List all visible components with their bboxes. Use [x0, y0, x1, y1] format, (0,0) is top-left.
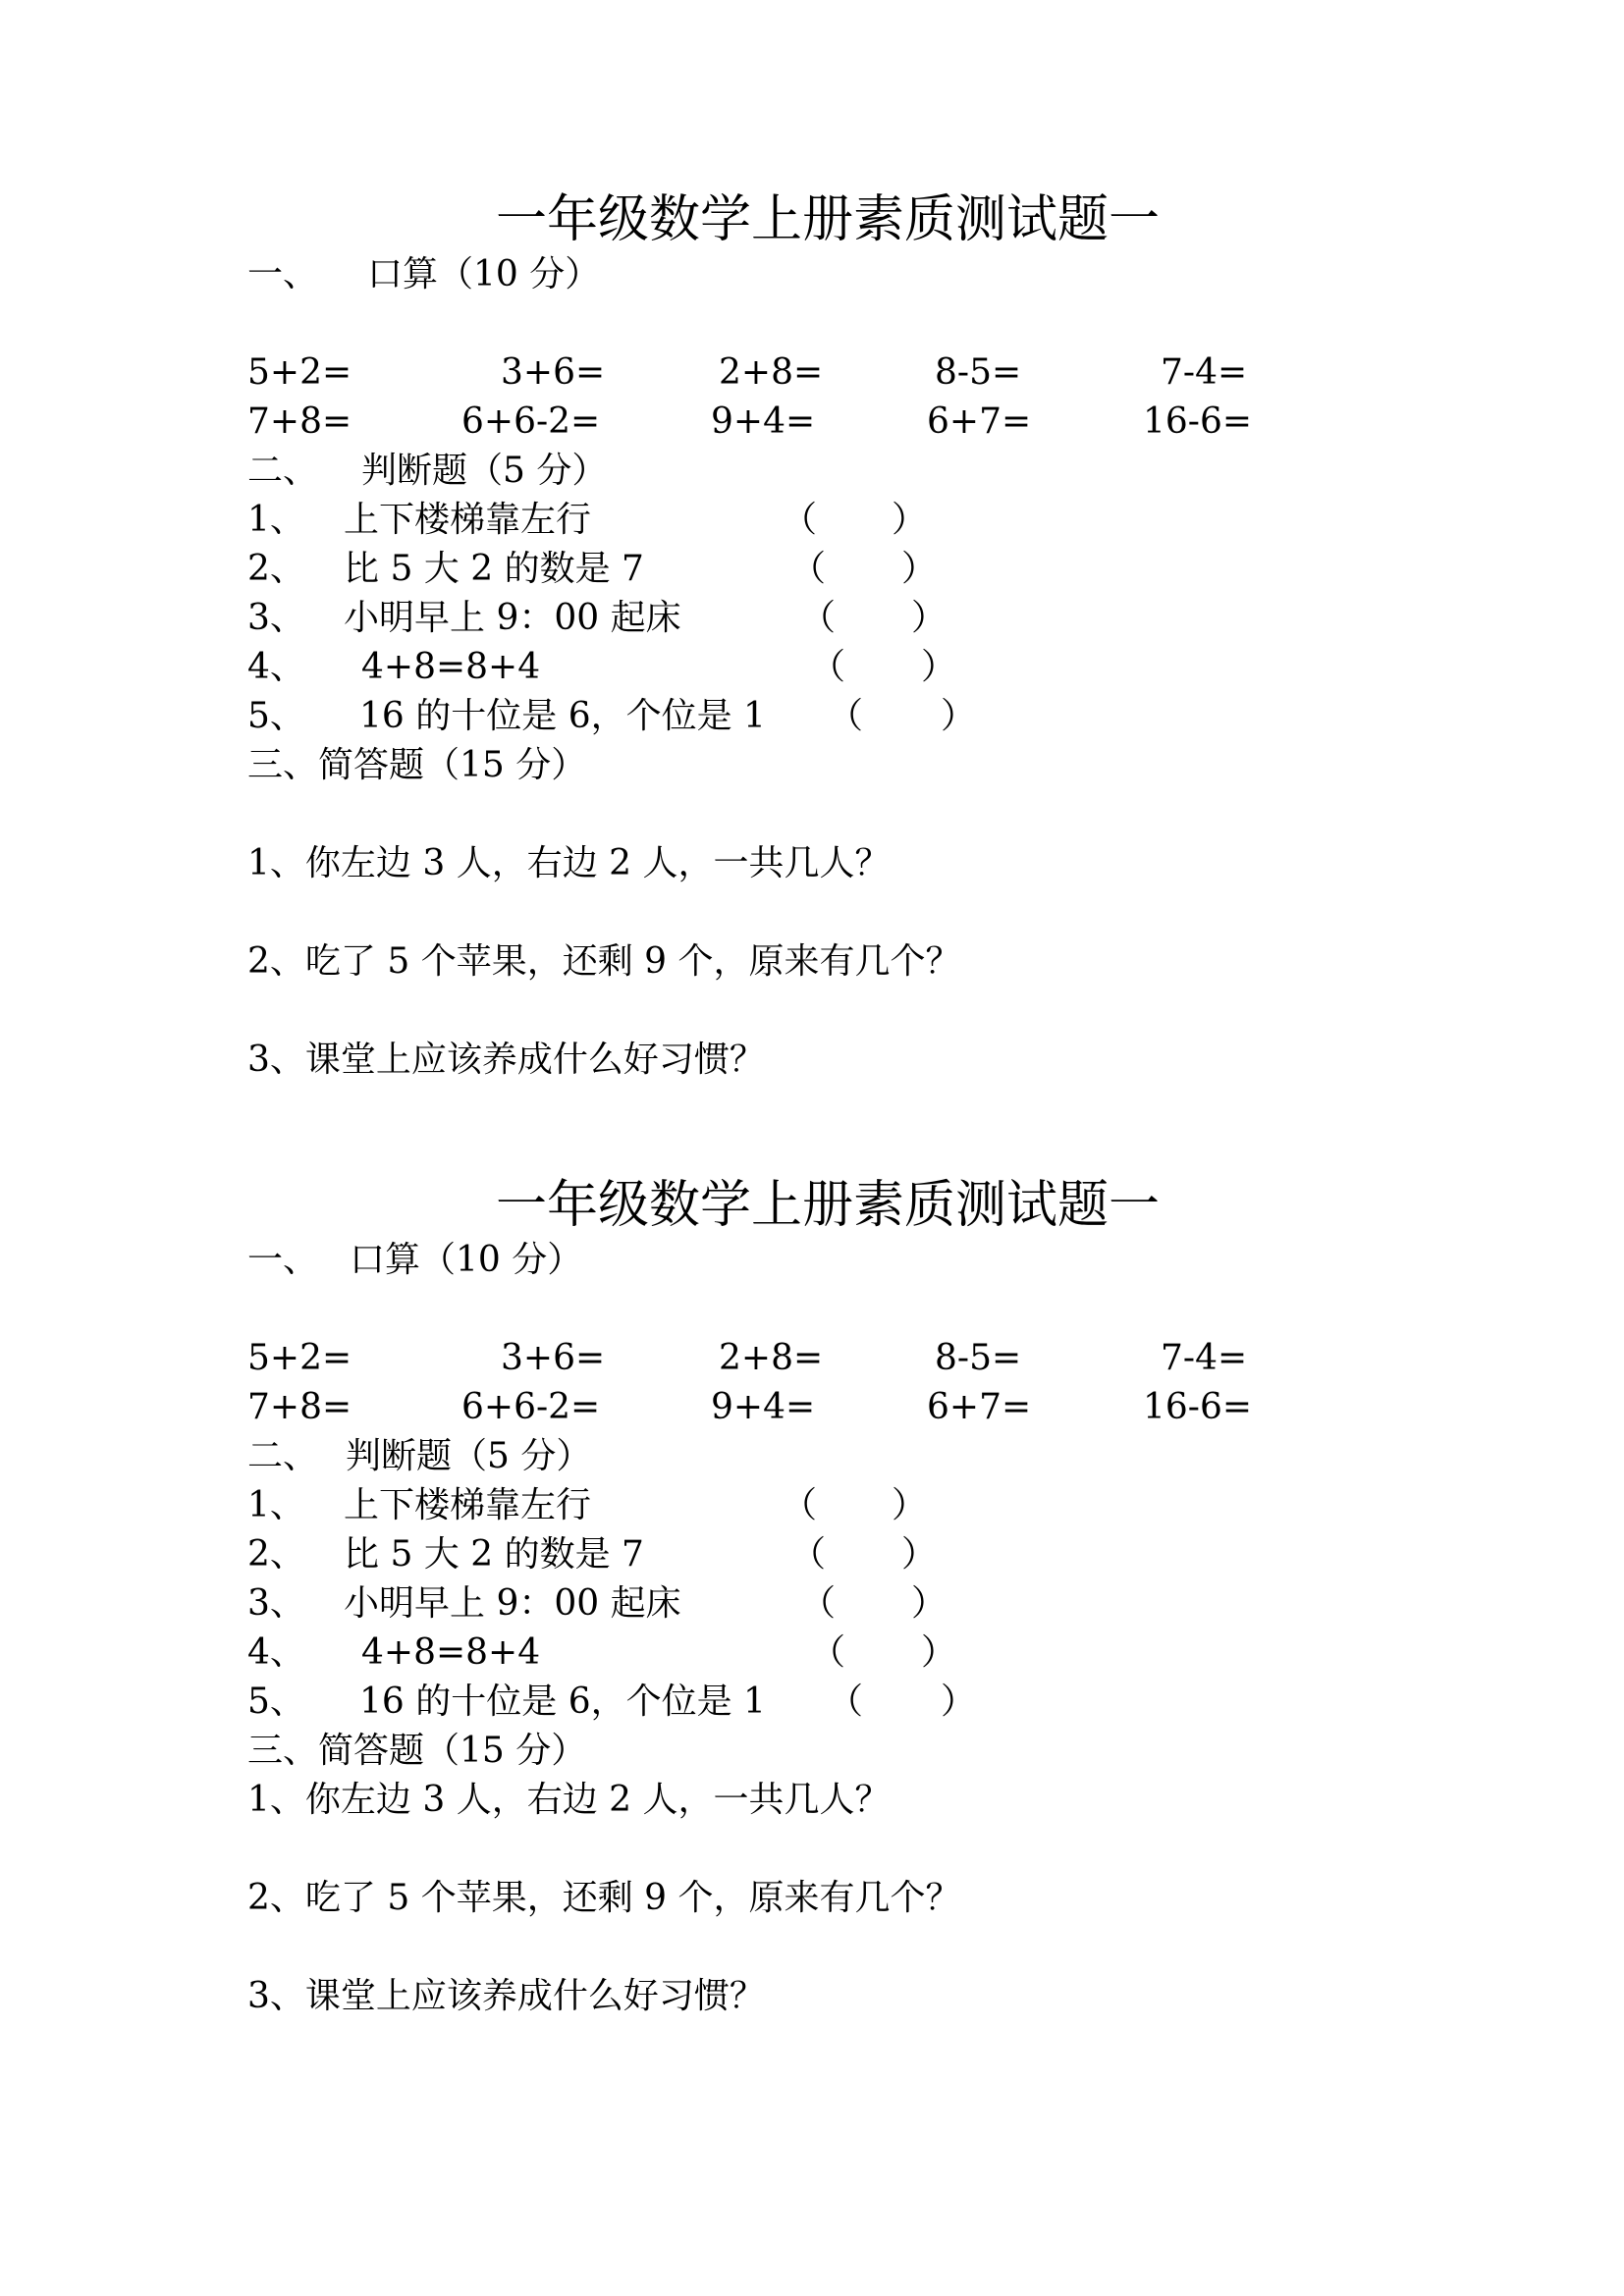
judge-1-number: 1、 — [247, 1485, 305, 1525]
section-2-number: 二、 — [247, 451, 319, 491]
arith-r2-c5: 16-6= — [1143, 1387, 1253, 1427]
judge-2-open-paren: （ — [790, 1534, 827, 1575]
judge-5-open-paren: （ — [828, 1682, 864, 1722]
arith-r2-c4: 6+7= — [927, 1387, 1032, 1427]
judge-3-number: 3、 — [247, 598, 305, 638]
judge-1-close-paren: ） — [892, 500, 928, 540]
section-1-number: 一、 — [247, 1240, 319, 1280]
arith-r2-c5: 16-6= — [1143, 401, 1253, 442]
question-2: 2、吃了 5 个苹果，还剩 9 个，原来有几个？ — [247, 941, 961, 982]
judge-3-close-paren: ） — [911, 1583, 947, 1624]
arith-r1-c5: 7-4= — [1161, 1338, 1248, 1378]
arith-r2-c2: 6+6-2= — [461, 401, 601, 442]
arith-r1-c5: 7-4= — [1161, 352, 1248, 393]
question-1: 1、你左边 3 人，右边 2 人，一共几人？ — [247, 1780, 891, 1820]
judge-4-text: 4+8=8+4 — [361, 647, 541, 687]
section-2-heading: 判断题（5 分） — [361, 451, 608, 491]
section-2-heading: 判断题（5 分） — [346, 1436, 592, 1476]
judge-4-number: 4、 — [247, 1632, 305, 1673]
judge-5-number: 5、 — [247, 696, 305, 736]
arith-r1-c1: 5+2= — [247, 352, 352, 393]
section-3-heading: 三、简答题（15 分） — [247, 1731, 587, 1771]
judge-4-number: 4、 — [247, 647, 305, 687]
judge-1-open-paren: （ — [782, 1485, 818, 1525]
judge-1-text: 上下楼梯靠左行 — [344, 500, 592, 540]
arith-r1-c3: 2+8= — [719, 1338, 824, 1378]
page-title: 一年级数学上册素质测试题一 — [496, 190, 1161, 249]
judge-2-number: 2、 — [247, 1534, 305, 1575]
arith-r1-c2: 3+6= — [501, 352, 606, 393]
section-2-number: 二、 — [247, 1436, 319, 1476]
judge-2-number: 2、 — [247, 549, 305, 589]
arith-r1-c4: 8-5= — [935, 352, 1022, 393]
judge-4-open-paren: （ — [810, 647, 846, 687]
arith-r2-c3: 9+4= — [711, 401, 816, 442]
judge-1-close-paren: ） — [892, 1485, 928, 1525]
judge-5-number: 5、 — [247, 1682, 305, 1722]
judge-2-text: 比 5 大 2 的数是 7 — [344, 549, 644, 589]
judge-5-close-paren: ） — [941, 1682, 977, 1722]
judge-3-open-paren: （ — [800, 598, 837, 638]
judge-2-open-paren: （ — [790, 549, 827, 589]
judge-5-close-paren: ） — [941, 696, 977, 736]
judge-1-open-paren: （ — [782, 500, 818, 540]
judge-3-text: 小明早上 9：00 起床 — [344, 1583, 681, 1624]
arith-r2-c2: 6+6-2= — [461, 1387, 601, 1427]
judge-3-close-paren: ） — [911, 598, 947, 638]
arith-r1-c2: 3+6= — [501, 1338, 606, 1378]
section-1-heading: 口算（10 分） — [350, 1240, 583, 1280]
arith-r1-c4: 8-5= — [935, 1338, 1022, 1378]
judge-1-text: 上下楼梯靠左行 — [344, 1485, 592, 1525]
arith-r2-c1: 7+8= — [247, 1387, 352, 1427]
judge-2-close-paren: ） — [901, 1534, 938, 1575]
arith-r1-c3: 2+8= — [719, 352, 824, 393]
page-title: 一年级数学上册素质测试题一 — [496, 1176, 1161, 1235]
judge-1-number: 1、 — [247, 500, 305, 540]
section-1-heading: 口算（10 分） — [367, 254, 601, 294]
question-2: 2、吃了 5 个苹果，还剩 9 个，原来有几个？ — [247, 1878, 961, 1918]
arith-r2-c4: 6+7= — [927, 401, 1032, 442]
judge-2-close-paren: ） — [901, 549, 938, 589]
arith-r2-c1: 7+8= — [247, 401, 352, 442]
judge-5-text: 16 的十位是 6，个位是 1 — [359, 696, 766, 736]
section-3-heading: 三、简答题（15 分） — [247, 745, 587, 785]
judge-5-text: 16 的十位是 6，个位是 1 — [359, 1682, 766, 1722]
question-3: 3、课堂上应该养成什么好习惯？ — [247, 1976, 765, 2016]
arith-r2-c3: 9+4= — [711, 1387, 816, 1427]
judge-4-close-paren: ） — [921, 1632, 957, 1673]
judge-3-number: 3、 — [247, 1583, 305, 1624]
judge-4-open-paren: （ — [810, 1632, 846, 1673]
judge-2-text: 比 5 大 2 的数是 7 — [344, 1534, 644, 1575]
judge-5-open-paren: （ — [828, 696, 864, 736]
judge-4-text: 4+8=8+4 — [361, 1632, 541, 1673]
question-3: 3、课堂上应该养成什么好习惯？ — [247, 1040, 765, 1080]
section-1-number: 一、 — [247, 254, 319, 294]
judge-3-text: 小明早上 9：00 起床 — [344, 598, 681, 638]
question-1: 1、你左边 3 人，右边 2 人，一共几人？ — [247, 843, 891, 883]
arith-r1-c1: 5+2= — [247, 1338, 352, 1378]
judge-4-close-paren: ） — [921, 647, 957, 687]
judge-3-open-paren: （ — [800, 1583, 837, 1624]
